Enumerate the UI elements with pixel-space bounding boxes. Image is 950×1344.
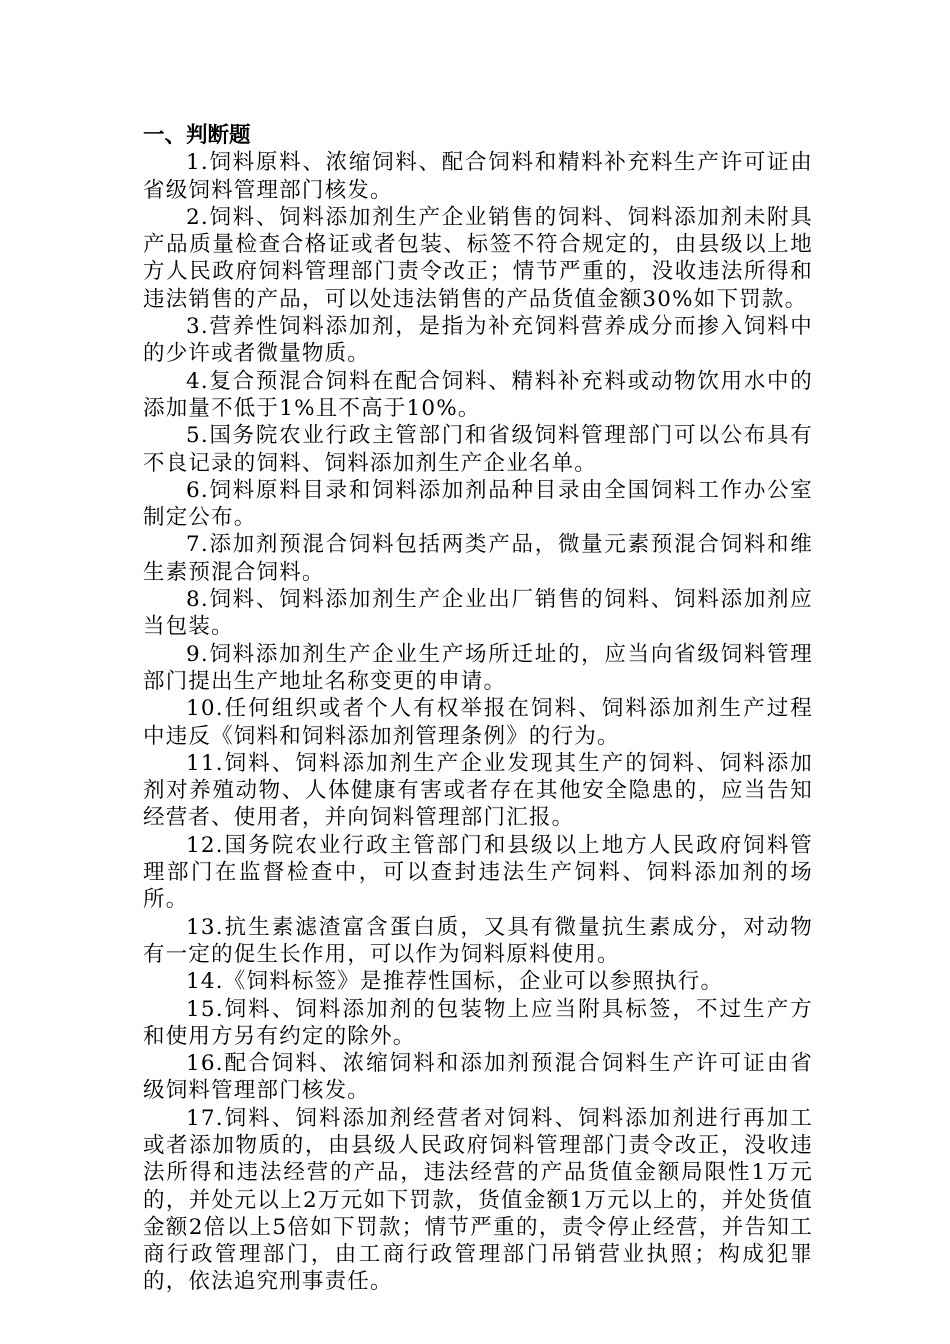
question-item-2: 2.饲料、饲料添加剂生产企业销售的饲料、饲料添加剂未附具产品质量检查合格证或者包装、标签不符合规定的，由县级以上地方人民政府饲料管理部门责令改正；情节严重的，没收违法所得和违法销售的产品，可以处违法销售的产品货值金额30%如下罚款。 [143,204,813,312]
question-item-17: 17.饲料、饲料添加剂经营者对饲料、饲料添加剂进行再加工或者添加物质的，由县级人民政府饲料管理部门责令改正，没收违法所得和违法经营的产品，违法经营的产品货值金额局限性1万元的，并处元以上2万元如下罚款，货值金额1万元以上的，并处货值金额2倍以上5倍如下罚款；情节严重的，责令停止经营，并告知工商行政管理部门，由工商行政管理部门吊销营业执照；构成犯罪的，依法追究刑事责任。 [143,1105,813,1295]
question-item-4: 4.复合预混合饲料在配合饲料、精料补充料或动物饮用水中的添加量不低于1%且不高于10%。 [143,368,813,421]
question-item-11: 11.饲料、饲料添加剂生产企业发现其生产的饲料、饲料添加剂对养殖动物、人体健康有害或者存在其他安全隐患的，应当告知经营者、使用者，并向饲料管理部门汇报。 [143,750,813,831]
question-item-12: 12.国务院农业行政主管部门和县级以上地方人民政府饲料管理部门在监督检查中，可以查封违法生产饲料、饲料添加剂的场所。 [143,832,813,913]
question-item-3: 3.营养性饲料添加剂，是指为补充饲料营养成分而掺入饲料中的少许或者微量物质。 [143,314,813,367]
question-item-10: 10.任何组织或者个人有权举报在饲料、饲料添加剂生产过程中违反《饲料和饲料添加剂管理条例》的行为。 [143,696,813,749]
question-item-8: 8.饲料、饲料添加剂生产企业出厂销售的饲料、饲料添加剂应当包装。 [143,587,813,640]
question-item-6: 6.饲料原料目录和饲料添加剂品种目录由全国饲料工作办公室制定公布。 [143,477,813,531]
question-item-16: 16.配合饲料、浓缩饲料和添加剂预混合饲料生产许可证由省级饲料管理部门核发。 [143,1051,813,1104]
question-item-15: 15.饲料、饲料添加剂的包装物上应当附具标签，不过生产方和使用方另有约定的除外。 [143,996,813,1049]
question-item-5: 5.国务院农业行政主管部门和省级饲料管理部门可以公布具有不良记录的饲料、饲料添加剂生产企业名单。 [143,423,813,476]
document-page [143,122,813,1296]
question-item-13: 13.抗生素滤渣富含蛋白质，又具有微量抗生素成分，对动物有一定的促生长作用，可以作为饲料原料使用。 [143,914,813,967]
question-item-9: 9.饲料添加剂生产企业生产场所迁址的，应当向省级饲料管理部门提出生产地址名称变更的申请。 [143,641,813,694]
question-item-1: 1.饲料原料、浓缩饲料、配合饲料和精料补充料生产许可证由省级饲料管理部门核发。 [143,150,813,203]
question-item-7: 7.添加剂预混合饲料包括两类产品，微量元素预混合饲料和维生素预混合饲料。 [143,532,813,585]
question-item-14: 14.《饲料标签》是推荐性国标，企业可以参照执行。 [186,969,724,995]
section-title: 一、判断题 [143,123,251,148]
